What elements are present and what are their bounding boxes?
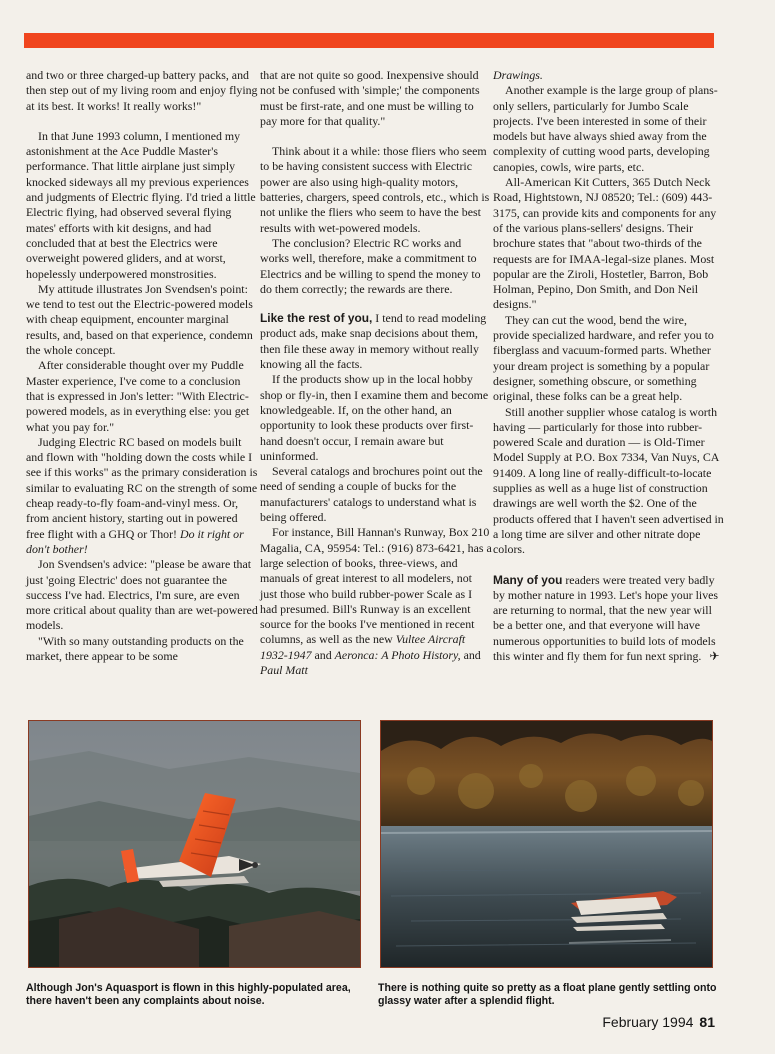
paragraph: Think about it a while: those fliers who seem to be having consistent success with Electric power are also using high-quality motors, batteries, chargers, speed controls, etc., which is not unlike the fliers who seem to have the best results with wet-powered models.	[260, 144, 490, 235]
page-footer	[602, 1014, 715, 1030]
paragraph: My attitude illustrates Jon Svendsen's point: we tend to test out the Electric-powered models with cheap equipment, encounter marginal results, and, based on that experience, condemn the whole concept.	[26, 281, 253, 358]
photo-floatplane-illustration	[381, 721, 712, 967]
book-title: Vultee Aircraft 1932-1947	[260, 632, 466, 662]
paragraph-text: I tend to read modeling product ads, make snap decisions about them, then file these away in memory without really knowing all the facts.	[260, 311, 487, 372]
paragraph: Several catalogs and brochures point out the need of sending a couple of bucks for the manufacturers' catalogs to understand what is being offered.	[260, 464, 483, 525]
paragraph: Jon Svendsen's advice: "please be aware that just 'going Electric' does not guarantee the success I've had. Electrics, I'm sure, are even more critical about quality than are wet-powered models.	[26, 557, 258, 633]
paragraph: and two or three charged-up battery packs, and then step out of my living room and enjoy flying at its best. It works! It really works!"	[26, 68, 258, 113]
text-column-2	[260, 68, 492, 678]
emphasis-text: Do it right or don't bother!	[26, 526, 244, 556]
end-mark-airplane-icon: ✈	[709, 648, 720, 663]
section-lead-in: Many of you	[493, 572, 563, 587]
header-accent-bar	[24, 33, 714, 48]
paragraph	[26, 435, 258, 557]
book-title: Aeronca: A Photo History,	[334, 647, 461, 662]
text-column-3	[493, 68, 725, 664]
paragraph-text: and	[460, 647, 481, 662]
book-title: Drawings.	[493, 68, 543, 82]
page-number: 81	[699, 1014, 715, 1030]
paragraph: The conclusion? Electric RC works and works well, therefore, make a commitment to Electrics and be willing to spend the money to do them correctly; the rewards are there.	[260, 235, 481, 296]
photo-aquasport-flight	[28, 720, 361, 968]
paragraph-text: and	[311, 647, 335, 662]
paragraph: In that June 1993 column, I mentioned my astonishment at the Ace Puddle Master's performance. That little airplane just simply knocked sideways all my previous experiences and judgments of Electric flying. I'd tried a little Electric flying, had observed several flying mates' efforts with kit designs, and had concluded that at best the Electrics were overweight powered gliders, and at worst, hopelessly underpowered monstrosities.	[26, 128, 256, 281]
photo-caption-left: Although Jon's Aquasport is flown in this highly-populated area, there haven't been any complaints about noise.	[26, 982, 351, 1008]
paragraph-text: readers were treated very badly by mother nature in 1993. Let's hope your lives are returning to normal, that the new year will be a better one, and that everyone will have numerous opportunities to build lots of models this winter and fly them for fun next spring.	[493, 572, 719, 663]
photo-floatplane-water	[380, 720, 713, 968]
paragraph: that are not quite so good. Inexpensive should not be confused with 'simple;' the components must be first-rate, and one must be willing to pay more for that quality."	[260, 68, 480, 128]
paragraph: Still another supplier whose catalog is worth having — particularly for those into rubber-powered Scale and duration — is Old-Timer Model Supply at P.O. Box 7334, Van Nuys, CA 91409. A long line of really-difficult-to-locate supplies as well as a huge list of construction drawings are well worth the $2. One of the products offered that I haven't seen advertised in a long time are silver and other nitrate dope colors.	[493, 404, 724, 557]
paragraph	[260, 311, 492, 372]
section-lead-in: Like the rest of you,	[260, 311, 373, 326]
paragraph-text: For instance, Bill Hannan's Runway, Box 210 Magalia, CA, 95954: Tel.: (916) 873-6421, has a large selection of books, three-views, and manuals of great interest to all modelers, not just those who build rubber-power Scale as I had presumed. Bill's Runway is an excellent source for the books I've mentioned in recent columns, as well as the new	[260, 525, 492, 647]
book-title: Paul Matt	[260, 662, 308, 677]
paragraph: They can cut the wood, bend the wire, provide specialized hardware, and refer you to fiberglass and vacuum-formed parts. Whether your dream project is something by a popular designer, something obscure, or something original, these folks can be a great help.	[493, 312, 714, 404]
photo-caption-right: There is nothing quite so pretty as a float plane gently settling onto glassy water after a splendid flight.	[378, 982, 717, 1008]
issue-date: February 1994	[602, 1014, 694, 1030]
text-column-1	[26, 68, 258, 664]
paragraph: If the products show up in the local hobby shop or fly-in, then I examine them and become knowledgeable. If, on the other hand, an opportunity to look these products over first-hand doesn't occur, I remain aware but uninformed.	[260, 372, 489, 463]
paragraph: After considerable thought over my Puddle Master experience, I've come to a conclusion that is expressed in Jon's letter: "With Electric-powered models, as in everything else: you get what you pay for."	[26, 358, 250, 434]
paragraph: "With so many outstanding products on the market, there appear to be some	[26, 633, 244, 663]
paragraph-text: Judging Electric RC based on models built and flown with "holding down the costs while I see if this works" as the primary consideration is similar to evaluating RC on the strength of some cheap ready-to-fly foam-and-vinyl mess. Or, from ancient history, starting out in powered free flight with a GHQ or Thor!	[26, 434, 258, 541]
photo-aquasport-illustration	[29, 721, 360, 967]
paragraph: All-American Kit Cutters, 365 Dutch Neck Road, Hightstown, NJ 08520; Tel.: (609) 443-3175, can provide kits and components for any of the various plans-sellers' designs. Their brochure states that "about two-thirds of the requests are for IMAA-legal-size planes. Most popular are the Ziroli, Hostetler, Barron, Bob Holman, Pepino, Don Smith, and Don Neil designs."	[493, 175, 717, 312]
paragraph: Another example is the large group of plans-only sellers, particularly for Jumbo Scale projects. I've been interested in some of their models but have always shied away from the complexity of cutting wood parts, developing canopies, cowls, wire parts, etc.	[493, 83, 718, 174]
paragraph	[260, 525, 492, 678]
paragraph	[493, 68, 725, 83]
paragraph	[493, 573, 725, 665]
